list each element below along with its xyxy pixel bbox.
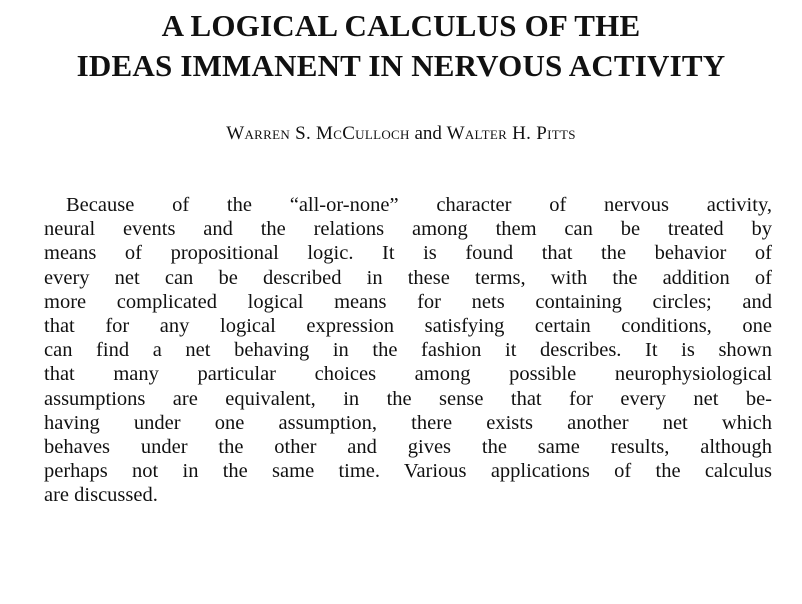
abstract-line-10: having under one assumption, there exists another net which (44, 411, 772, 434)
abstract-line-3: means of propositional logic. It is found that the behavior of (44, 242, 772, 265)
abstract-line-8: that many particular choices among possible neurophysiological (44, 363, 772, 386)
author-name-2: Walter H. Pitts (446, 123, 576, 144)
author-name-1: Warren S. McCulloch (226, 123, 410, 144)
abstract-line-1: Because of the “all-or-none” character of nervous activity, (66, 194, 772, 216)
abstract-line-7: can find a net behaving in the fashion it describes. It is shown (44, 339, 772, 362)
abstract-line-13: are discussed. (44, 484, 158, 507)
author-conjunction: and (414, 123, 442, 144)
author-line (0, 122, 802, 146)
abstract-line-2: neural events and the relations among them can be treated by (44, 218, 772, 241)
abstract-line-9: assumptions are equivalent, in the sense that for every net be- (44, 387, 772, 410)
abstract-line-11: behaves under the other and gives the same results, although (44, 436, 772, 459)
title-line-2: IDEAS IMMANENT IN NERVOUS ACTIVITY (76, 48, 726, 83)
title-line-1: A LOGICAL CALCULUS OF THE (161, 8, 641, 43)
abstract (44, 193, 772, 508)
paper-title (0, 6, 802, 86)
abstract-line-12: perhaps not in the same time. Various applications of the calculus (44, 460, 772, 483)
abstract-line-6: that for any logical expression satisfying certain conditions, one (44, 315, 772, 338)
abstract-line-4: every net can be described in these terms, with the addition of (44, 266, 772, 289)
abstract-line-5: more complicated logical means for nets containing circles; and (44, 290, 772, 313)
